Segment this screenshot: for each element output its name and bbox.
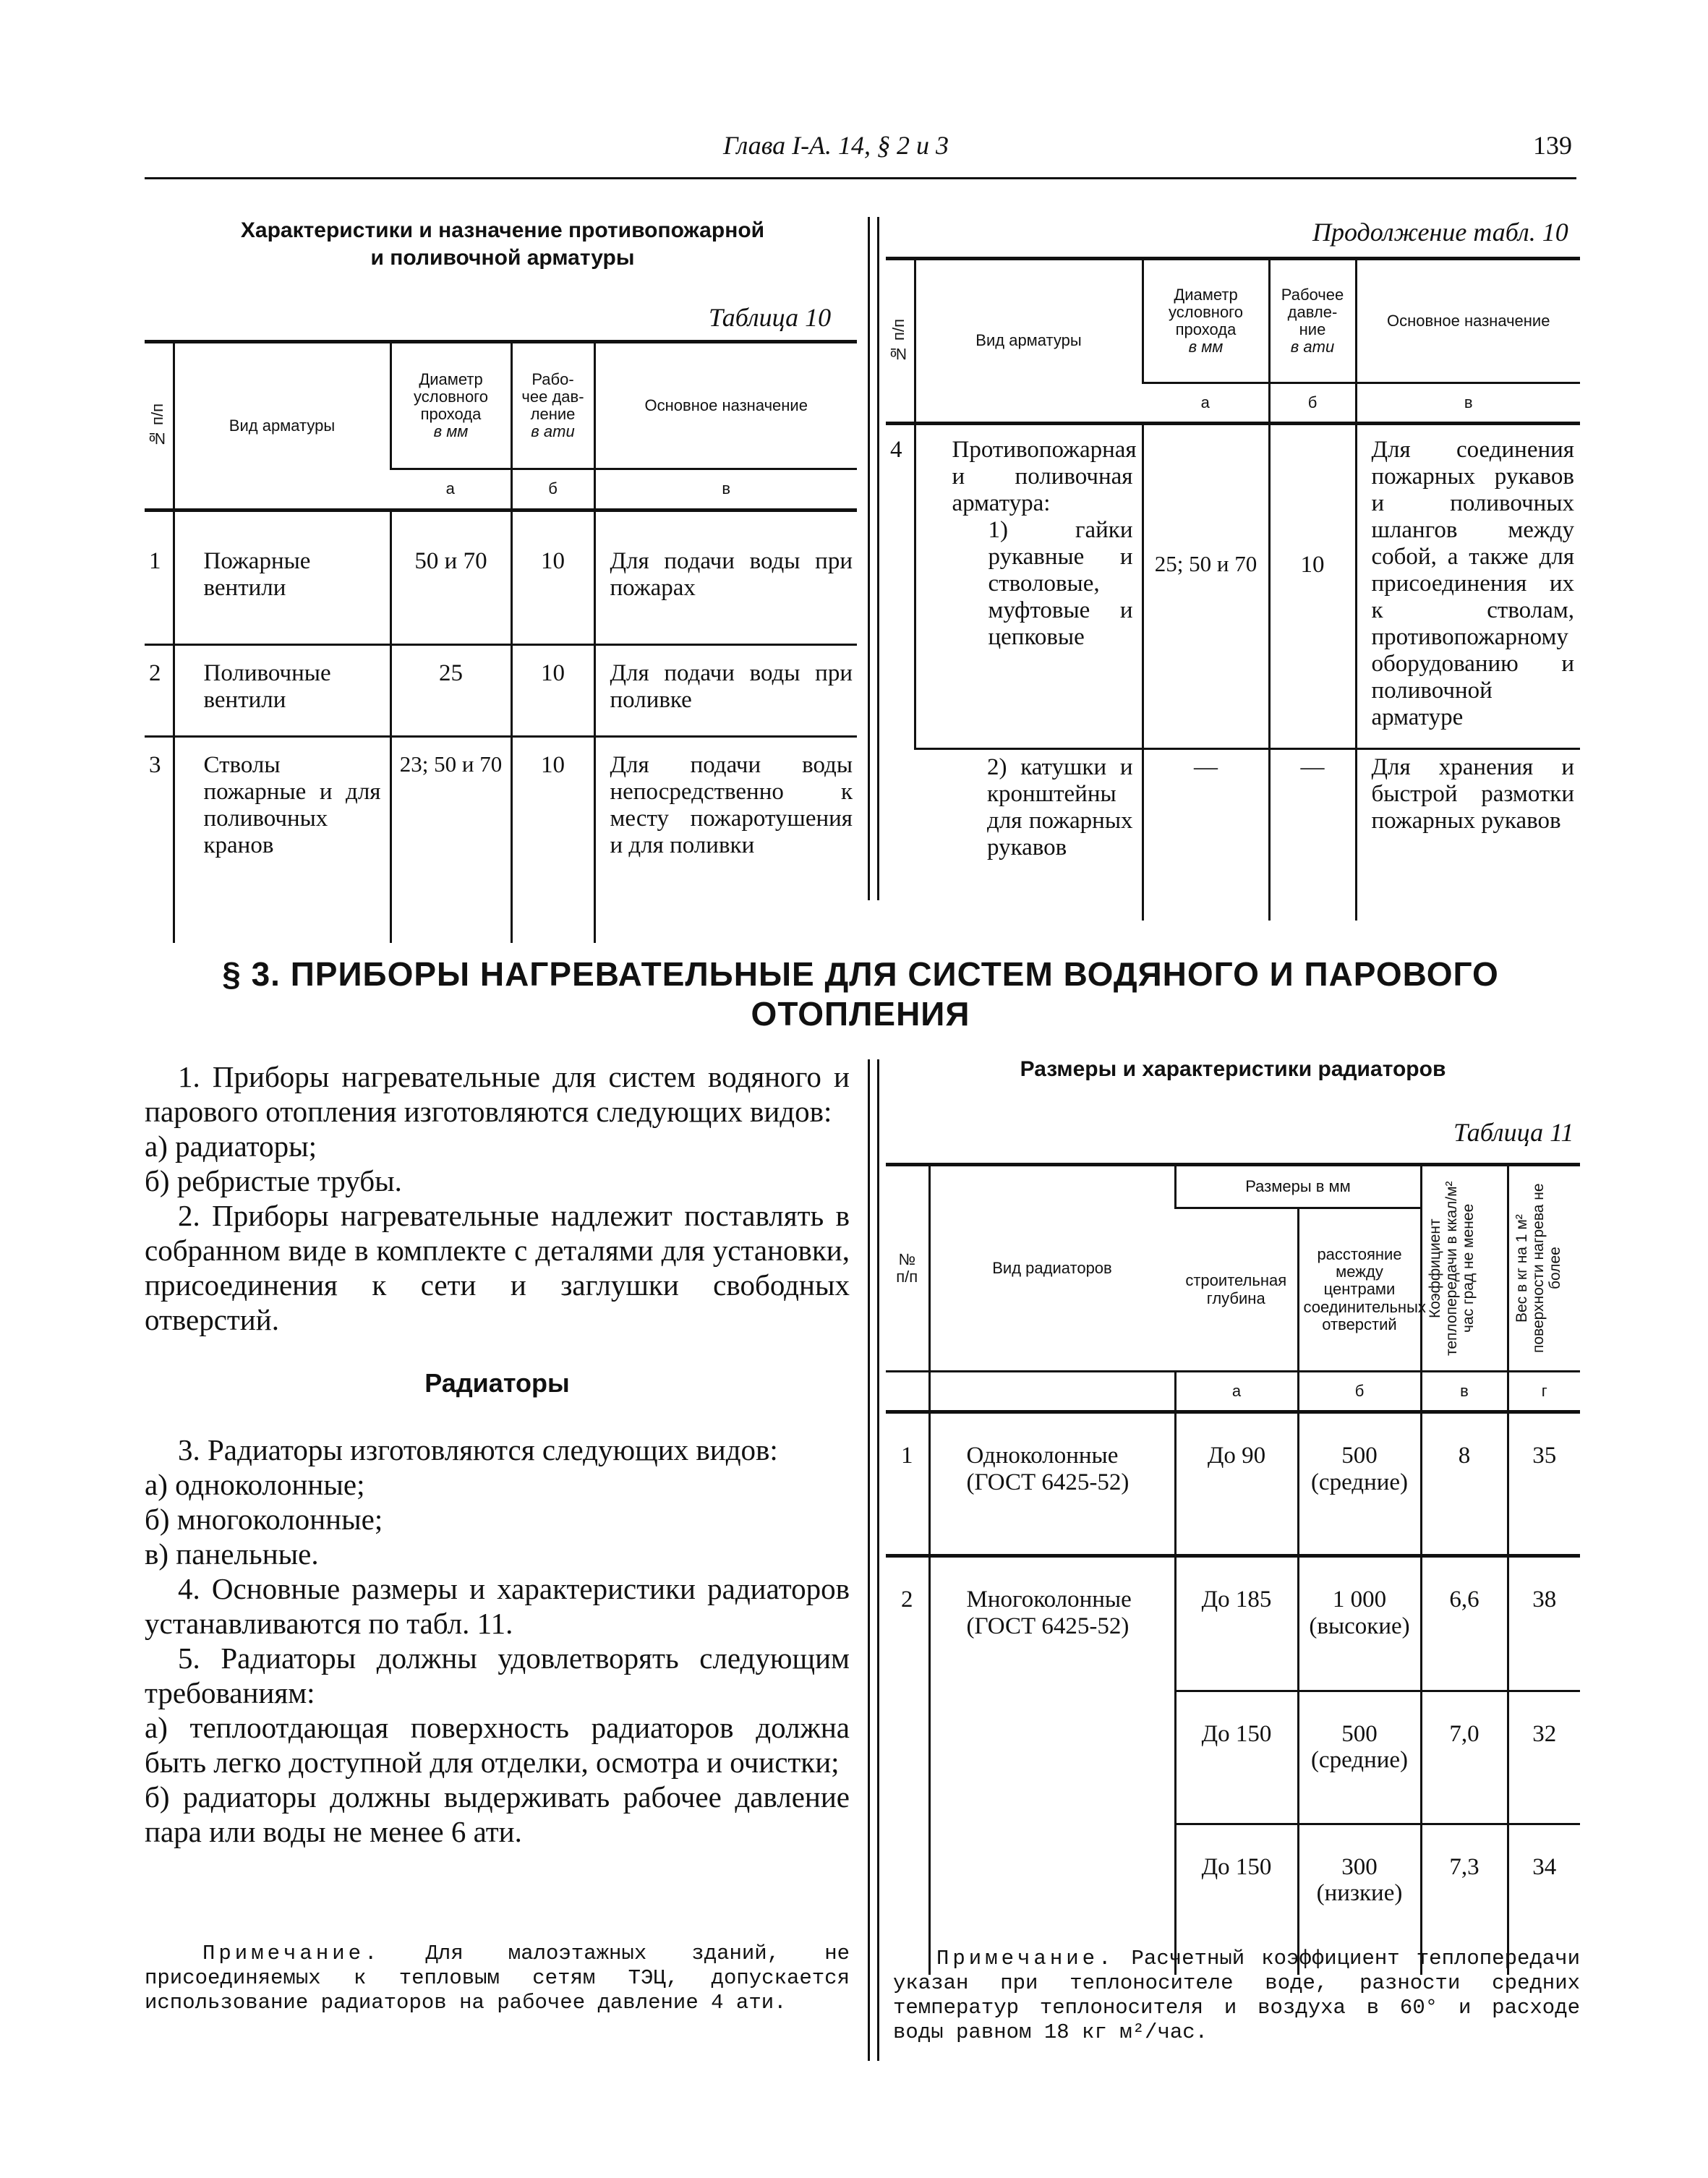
t11-head-depth: строительная глубина bbox=[1175, 1208, 1298, 1372]
t10c-r4-item2-press: — bbox=[1269, 749, 1356, 921]
table10-continuation bbox=[886, 257, 1580, 921]
table-row bbox=[886, 1412, 1580, 1556]
t11-r3-num bbox=[886, 1691, 929, 1824]
t10-r2-kind: Поливочные вентили bbox=[174, 645, 390, 737]
table11-note-label: Примечание. bbox=[936, 1947, 1115, 1970]
t10c-head-kind: Вид арматуры bbox=[915, 259, 1143, 424]
left-note bbox=[145, 1942, 850, 2015]
table-row bbox=[145, 645, 857, 737]
t10c-head-diam-l1: Диаметр bbox=[1174, 285, 1238, 304]
t11-r1-weight: 35 bbox=[1508, 1412, 1580, 1556]
header-rule bbox=[145, 177, 1576, 179]
t11-r3-coef: 7,0 bbox=[1421, 1691, 1508, 1824]
t11-r3-weight: 32 bbox=[1508, 1691, 1580, 1824]
t10c-r4-item2-purpose: Для хранения и быстрой размотки пожарных рукавов bbox=[1356, 749, 1580, 921]
column-divider-bottom bbox=[868, 1059, 879, 2061]
t10-r1-kind-text: Пожарные вентили bbox=[203, 548, 311, 601]
t11-r1-coef: 8 bbox=[1421, 1412, 1508, 1556]
t10-letter-c: в bbox=[594, 469, 857, 510]
t10c-r4-item2-diam: — bbox=[1143, 749, 1269, 921]
t10c-head-diam-l4: в мм bbox=[1188, 338, 1224, 356]
list-item: б) радиаторы должны выдерживать рабочее давление пара или воды не менее 6 ати. bbox=[145, 1780, 850, 1848]
t10-r2-purpose: Для подачи воды при поливке bbox=[594, 645, 857, 737]
list-item: б) многоколонные; bbox=[145, 1503, 383, 1536]
t10-letter-b: б bbox=[511, 469, 594, 510]
t10-head-diam bbox=[390, 342, 511, 469]
t10-r1-purpose: Для подачи воды при пожарах bbox=[594, 511, 857, 645]
t10-r3-diam: 23; 50 и 70 bbox=[390, 737, 511, 944]
list-item: б) ребристые трубы. bbox=[145, 1164, 402, 1197]
t10-r3-press: 10 bbox=[511, 737, 594, 944]
table-row bbox=[886, 1556, 1580, 1691]
list-item: а) одноколонные; bbox=[145, 1468, 365, 1501]
page-number: 139 bbox=[1533, 131, 1572, 160]
t10c-head-diam-l3: прохода bbox=[1175, 320, 1237, 338]
t10-r3-kind: Стволы пожарные и для поливочных кранов bbox=[174, 737, 390, 944]
t10c-r4-item1-kind: 1) гайки рукавные и стволовые, муфтовые и цепковые bbox=[988, 516, 1133, 650]
t11-letter-c: в bbox=[1421, 1372, 1508, 1412]
t10-head-num bbox=[145, 342, 174, 511]
t10c-r4-num: 4 bbox=[886, 424, 915, 921]
column-divider-top bbox=[868, 217, 879, 900]
t11-r4-distance: 300 (низкие) bbox=[1298, 1824, 1421, 1975]
t11-head-weight-text: Вес в кг на 1 м² поверхности нагрева не более bbox=[1513, 1183, 1563, 1354]
t10-head-diam-l1: Диаметр bbox=[419, 370, 483, 388]
t11-r3-distance: 500 (средние) bbox=[1298, 1691, 1421, 1824]
t10-head-kind: Вид арматуры bbox=[174, 342, 390, 511]
t11-r3-depth: До 150 bbox=[1175, 1691, 1298, 1824]
t10c-head-press-l2: давле- bbox=[1287, 302, 1338, 321]
t11-letter-a: а bbox=[1175, 1372, 1298, 1412]
t11-head-coef bbox=[1421, 1165, 1508, 1372]
t10-head-press-l1: Рабо- bbox=[531, 370, 574, 388]
paragraph-3: 3. Радиаторы изготовляются следующих видов: bbox=[178, 1433, 778, 1466]
t10c-head-diam-l2: условного bbox=[1169, 302, 1243, 321]
left-note-body: Для малоэтажных зданий, не присоединяемых к тепловым сетям ТЭЦ, допускается использование радиаторов на рабочее давление 4 ати. bbox=[145, 1942, 850, 2015]
table-row bbox=[145, 737, 857, 944]
t10-head-diam-l2: условного bbox=[414, 387, 488, 406]
t11-r3-kind bbox=[929, 1691, 1175, 1824]
t10c-letter-a: а bbox=[1143, 383, 1269, 424]
table10-label: Таблица 10 bbox=[709, 303, 832, 332]
t10-r2-num: 2 bbox=[145, 645, 174, 737]
t10-head-press bbox=[511, 342, 594, 469]
t10-r1-kind bbox=[174, 511, 390, 645]
t11-head-distance: расстояние между центрами соединительных отверстий bbox=[1298, 1208, 1421, 1372]
table11-note-body: Расчетный коэффициент теплопередачи указан при теплоносителе воде, разности средних температур теплоносителя и воздуха в 60° и расходе воды равном 18 кг м²/час. bbox=[893, 1947, 1580, 2044]
t11-r1-depth: До 90 bbox=[1175, 1412, 1298, 1556]
running-title: Глава I-А. 14, § 2 и 3 bbox=[723, 131, 949, 160]
t10-r1-num: 1 bbox=[145, 511, 174, 645]
subheading-radiators: Радиаторы bbox=[424, 1368, 570, 1398]
t11-r4-coef: 7,3 bbox=[1421, 1824, 1508, 1975]
t11-r2-coef: 6,6 bbox=[1421, 1556, 1508, 1691]
t10c-r4-item2-kind: 2) катушки и кронштейны для пожарных рукавов bbox=[915, 749, 1143, 921]
paragraph-5: 5. Радиаторы должны удовлетворять следующим требованиям: bbox=[145, 1641, 850, 1709]
t10-head-purpose: Основное назначение bbox=[594, 342, 857, 469]
t11-head-weight bbox=[1508, 1165, 1580, 1372]
table10-cont-label: Продолжение табл. 10 bbox=[1312, 218, 1568, 247]
t10-r3-purpose: Для подачи воды непосредственно к месту пожаротушения и для поливки bbox=[594, 737, 857, 944]
table10-caption-line2: и поливочной арматуры bbox=[370, 246, 635, 270]
t11-letter-empty2 bbox=[929, 1372, 1175, 1412]
t11-head-kind: Вид радиаторов bbox=[929, 1165, 1175, 1372]
t11-letter-b: б bbox=[1298, 1372, 1421, 1412]
t10c-r4-item1-purpose: Для соединения пожарных рукавов и поливочных шлангов между собой, а также для присоединения их к стволам, противопожарному оборудованию и поливочной арматуре bbox=[1356, 424, 1580, 749]
t10c-r4-kind bbox=[915, 424, 1143, 749]
t11-head-coef-text: Коэффициент теплопередачи в ккал/м² час град не менее bbox=[1426, 1181, 1477, 1356]
t10-head-diam-l4: в мм bbox=[433, 422, 469, 441]
t10-r1-press: 10 bbox=[511, 511, 594, 645]
table11 bbox=[886, 1163, 1580, 1975]
t10c-head-press bbox=[1269, 259, 1356, 383]
table10-caption bbox=[145, 217, 861, 272]
table-row bbox=[886, 1691, 1580, 1824]
table-row bbox=[886, 749, 1580, 921]
body-text bbox=[145, 1059, 850, 1849]
t11-r2-num: 2 bbox=[886, 1556, 929, 1691]
section-title-line1: § 3. ПРИБОРЫ НАГРЕВАТЕЛЬНЫЕ ДЛЯ СИСТЕМ ВОДЯНОГО И ПАРОВОГО bbox=[222, 955, 1499, 993]
list-item: в) панельные. bbox=[145, 1537, 319, 1571]
t11-r1-num: 1 bbox=[886, 1412, 929, 1556]
t10c-head-press-l4: в ати bbox=[1290, 338, 1335, 356]
t11-head-num: № п/п bbox=[886, 1165, 929, 1372]
t10c-head-diam bbox=[1143, 259, 1269, 383]
table11-caption: Размеры и характеристики радиаторов bbox=[1020, 1057, 1446, 1081]
section-title-line2: ОТОПЛЕНИЯ bbox=[751, 995, 970, 1033]
left-note-label: Примечание. bbox=[202, 1942, 381, 1965]
t10-r3-num: 3 bbox=[145, 737, 174, 944]
paragraph-1: 1. Приборы нагревательные для систем водяного и парового отопления изготовляются следующих видов: bbox=[145, 1060, 850, 1128]
t10c-r4-item1-diam: 25; 50 и 70 bbox=[1143, 424, 1269, 749]
t10c-r4-kind-intro: Противопожарная и поливочная арматура: bbox=[952, 437, 1137, 516]
t10c-letter-c: в bbox=[1356, 383, 1580, 424]
t10-head-num-text: № п/п bbox=[148, 403, 166, 448]
t11-r4-depth: До 150 bbox=[1175, 1824, 1298, 1975]
section-title bbox=[145, 955, 1576, 1034]
t10c-letter-b: б bbox=[1269, 383, 1356, 424]
list-item: а) радиаторы; bbox=[145, 1129, 317, 1163]
t10-head-diam-l3: прохода bbox=[420, 404, 482, 423]
t11-r1-kind: Одноколонные (ГОСТ 6425-52) bbox=[929, 1412, 1175, 1556]
table10 bbox=[145, 340, 857, 943]
t10-r2-press: 10 bbox=[511, 645, 594, 737]
t10c-r4-item1-press: 10 bbox=[1269, 424, 1356, 749]
t10c-head-press-l1: Рабочее bbox=[1281, 285, 1344, 304]
t11-r2-weight: 38 bbox=[1508, 1556, 1580, 1691]
t10-letter-a: а bbox=[390, 469, 511, 510]
table-row bbox=[145, 511, 857, 645]
table11-label: Таблица 11 bbox=[1453, 1118, 1574, 1147]
list-item: а) теплоотдающая поверхность радиаторов должна быть легко доступной для отделки, осмотра и очистки; bbox=[145, 1711, 850, 1779]
t11-head-sizes: Размеры в мм bbox=[1175, 1165, 1421, 1208]
table-row bbox=[886, 424, 1580, 749]
t10c-head-num-text: № п/п bbox=[889, 318, 908, 364]
t11-letter-empty1 bbox=[886, 1372, 929, 1412]
paragraph-4: 4. Основные размеры и характеристики радиаторов устанавливаются по табл. 11. bbox=[145, 1572, 850, 1640]
t10c-head-press-l3: ние bbox=[1299, 320, 1326, 338]
t10c-head-purpose: Основное назначение bbox=[1356, 259, 1580, 383]
t10-head-press-l4: в ати bbox=[531, 422, 575, 441]
t11-r2-kind: Многоколонные (ГОСТ 6425-52) bbox=[929, 1556, 1175, 1691]
t10-head-press-l2: чее дав- bbox=[521, 387, 584, 406]
t11-r2-distance: 1 000 (высокие) bbox=[1298, 1556, 1421, 1691]
paragraph-2: 2. Приборы нагревательные надлежит поставлять в собранном виде в комплекте с деталями для установки, присоединения к сети и заглушки свободных отверстий. bbox=[145, 1199, 850, 1336]
t11-r2-depth: До 185 bbox=[1175, 1556, 1298, 1691]
t11-letter-d: г bbox=[1508, 1372, 1580, 1412]
t10-r2-diam: 25 bbox=[390, 645, 511, 737]
table11-note bbox=[893, 1947, 1580, 2045]
t10-r1-diam: 50 и 70 bbox=[390, 511, 511, 645]
t10-head-press-l3: ление bbox=[530, 404, 576, 423]
t11-r4-weight: 34 bbox=[1508, 1824, 1580, 1975]
t11-r1-distance: 500 (средние) bbox=[1298, 1412, 1421, 1556]
t10c-head-num bbox=[886, 259, 915, 424]
table10-caption-line1: Характеристики и назначение противопожарной bbox=[240, 218, 765, 242]
